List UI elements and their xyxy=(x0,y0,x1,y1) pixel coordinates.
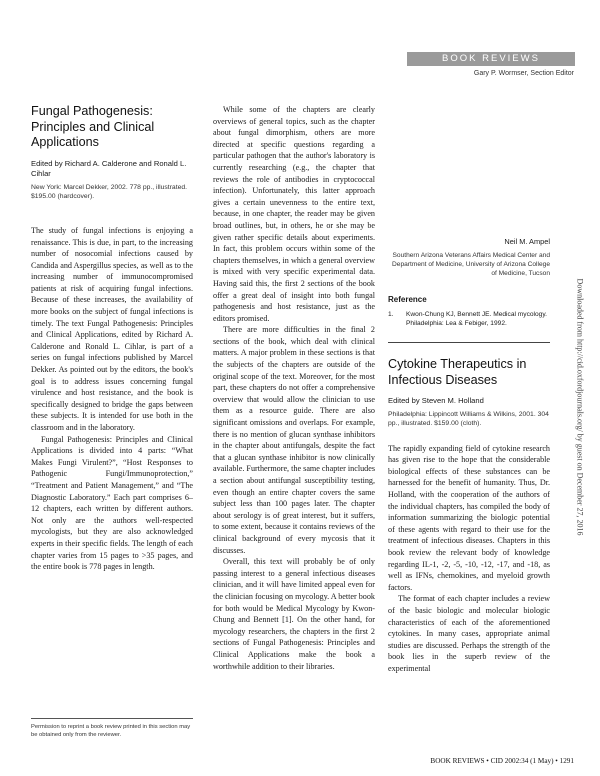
review1-paragraph-5: Overall, this text will probably be of only passing interest to a general infectious diseases clinician, and it will have limited appeal even for the clinician focusing on mycology. A better book for both would be Medical Mycology by Kwon-Chung and Bennett [1]. On the other hand, for mycology researchers, the chapters in the first 2 sections of Fungal Pathogenesis: Principles and Clinical Applications make the book a worthwhile addition to their libraries. xyxy=(213,557,375,671)
review2-paragraph-2: The format of each chapter includes a review of the basic biologic and molecular biologic characteristics of each of the aforementioned cytokines. In many cases, appropriate animal studies are discussed. Perhaps the strength of the book lies in the superb review of the experimental xyxy=(388,594,550,673)
review2-paragraph-1: The rapidly expanding field of cytokine research has given rise to the hope that the considerable biological effects of these substances can be harnessed for the benefit of humanity. Thus, Dr. Holland, with the cooperation of the authors of the individual chapters, has compiled the body of information summarizing the biologic potential of these agents with regard to their use for the treatment of infectious diseases. Chapters in this book review the relevant body of knowledge regarding IL-1, -2, -5, -10, -12, -17, and -18, as well as IFNs, chemokines, and myeloid growth factors. xyxy=(388,443,550,592)
review1-reviewer: Neil M. Ampel xyxy=(504,237,550,246)
section-banner: BOOK REVIEWS xyxy=(407,52,575,66)
review1-paragraph-1: The study of fungal infections is enjoying a renaissance. This is due, in part, to the increasing number of nosocomial infections caused by Candida and Aspergillus species, as well as to the increasing number of immunocompromised patients at risk of acquiring fungal infections. Because of these increases, the availability of more books on the subject of fungal infections is timely. The text Fungal Pathogenesis: Principles and Clinical Applications, edited by Richard A. Calderone and Ronald L. Cihlar, is part of a series on fungal infections published by Marcel Dekker. As pointed out by the editors, the book's goal is to address issues concerning fungal virulence and host resistance, and the book is specifically designed to bridge the gaps between these subjects. It is intended for use both in the classroom and in the laboratory. xyxy=(31,225,193,432)
column-3 xyxy=(388,72,550,674)
column-1 xyxy=(31,104,193,573)
review2-publication: Philadelphia: Lippincott Williams & Wilkins, 2001. 304 pp., illustrated. $159.00 (cloth). xyxy=(388,411,549,428)
review1-paragraph-3: While some of the chapters are clearly overviews of general topics, such as the chapter about fungal dimorphism, others are more directed at specific questions regarding a particular pathogen that the author's laboratory is currently researching (e.g., the chapter that reviews the role of antibodies in cryptococcal infection). Unfortunately, this latter approach gives a certain unevenness to the entire text, because, in one chapter, the reader may be given broad outlines, but, in others, he or she may be given rather specific details about experiments. In fact, this problem occurs within some of the chapters themselves, in which a general overview is mixed with very specific experimental data. Having said this, the first 2 sections of the book offer a great deal of insight into both fungal pathogenesis and host resistance, just as the editors promised. xyxy=(213,105,375,323)
review1-paragraph-2: Fungal Pathogenesis: Principles and Clinical Applications is divided into 4 parts: “What Makes Fungi Virulent?”, “Host Responses to Pathogenic Fungi/Immunoprotection,” “Treatment and Patient Management,” and “The Diagnostic Laboratory.” Each part comprises 6–12 chapters, each written by different authors. Not only are the authors well-respected mycologists, but they are also acknowledged experts in their specific fields. The length of each chapter varies from 15 pages to >35 pages, and the entire book is 778 pages in length. xyxy=(31,434,193,572)
reference-text: Kwon-Chung KJ, Bennett JE. Medical mycology. Philadelphia: Lea & Febiger, 1992. xyxy=(406,311,547,328)
review1-affiliation: Southern Arizona Veterans Affairs Medical Center and Department of Medicine, University of Arizona College of Medicine, Tucson xyxy=(392,251,550,277)
review1-publication: New York: Marcel Dekker, 2002. 778 pp., illustrated. $195.00 (hardcover). xyxy=(31,183,188,200)
section-editor: Gary P. Wormser, Section Editor xyxy=(473,70,574,77)
review1-title: Fungal Pathogenesis: Principles and Clinical Applications xyxy=(31,104,155,149)
review1-paragraph-4: There are more difficulties in the final 2 sections of the book, which deal with clinical matters. A major problem in these sections is that the subjects of the chapters are outside of the original scope of the text. Moreover, for the most part, these chapters do not offer a comprehensive overview that would allow the clinician to use them as a resource guide. There are also significant omissions and overlaps. For example, there is no mention of glucan synthase inhibitors in the chapter about antifungals, despite the fact that a glucan synthase inhibitor is now clinically available. Furthermore, the same chapter includes a section about antifungal susceptibility testing, even though an entire chapter covers the same subject less than 100 pages later. The chapter about serology is of great interest, but it suffers, to some extent, because it contains reviews of the clinical background of every mycosis that it discusses. xyxy=(213,325,375,555)
review1-byline: Edited by Richard A. Calderone and Ronald L. Cihlar xyxy=(31,158,187,178)
page-footer: BOOK REVIEWS • CID 2002:34 (1 May) • 1291 xyxy=(430,757,574,765)
permission-footnote: Permission to reprint a book review printed in this section may be obtained only from the reviewer. xyxy=(31,718,193,739)
download-sidebar-text: Downloaded from http://cid.oxfordjournals.org/ by guest on December 27, 2016 xyxy=(575,278,585,536)
review2-title: Cytokine Therapeutics in Infectious Diseases xyxy=(388,357,527,387)
column-2 xyxy=(213,104,375,672)
reference-item xyxy=(388,310,550,328)
reference-heading: Reference xyxy=(388,294,427,304)
section-divider xyxy=(388,342,550,343)
review2-byline: Edited by Steven M. Holland xyxy=(388,396,484,406)
reference-number: 1. xyxy=(388,311,394,319)
